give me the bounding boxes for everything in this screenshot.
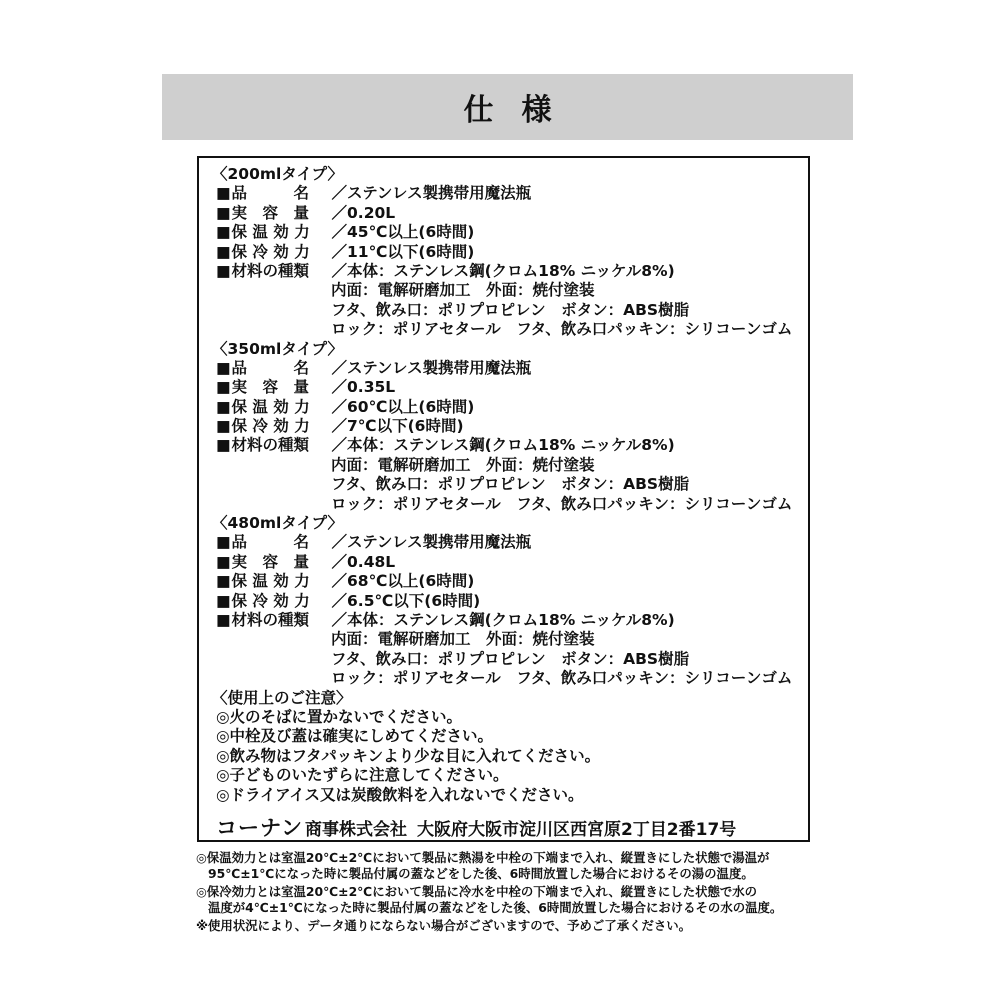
section-heading: 〈480mlタイプ〉 xyxy=(212,514,344,533)
spec-row: ■実 容 量 ／0.48L xyxy=(216,552,396,571)
page-title: 仕様 xyxy=(162,74,853,140)
row-label: 実 容 量 xyxy=(231,378,310,397)
spec-row: ■保 温 効 力 ／68℃以上(6時間) xyxy=(216,572,475,591)
row-value: 6.5℃以下(6時間) xyxy=(347,591,481,610)
row-value: 68℃以上(6時間) xyxy=(347,572,475,591)
spec-row: ■品 名 ／ステンレス製携帯用魔法瓶 xyxy=(216,533,532,552)
row-label: 品 名 xyxy=(231,533,310,552)
material-line: ロック：ポリアセタール フタ、飲み口パッキン：シリコーンゴム xyxy=(331,320,793,339)
spec-row: ■保 冷 効 力 ／11℃以下(6時間) xyxy=(216,242,475,261)
row-value: 0.20L xyxy=(347,203,396,222)
cautions-section xyxy=(212,688,806,805)
material-line: フタ、飲み口：ポリプロピレン ボタン：ABS樹脂 xyxy=(331,300,690,319)
row-label: 材料の種類 xyxy=(231,436,310,455)
row-value: 0.48L xyxy=(347,552,396,571)
company-logo: コーナン xyxy=(216,816,303,840)
material-line: フタ、飲み口：ポリプロピレン ボタン：ABS樹脂 xyxy=(331,475,690,494)
row-value: ステンレス製携帯用魔法瓶 xyxy=(347,533,532,552)
row-label: 保 温 効 力 xyxy=(231,397,310,416)
row-label: 材料の種類 xyxy=(231,610,310,629)
row-label: 品 名 xyxy=(231,184,310,203)
row-value: 本体：ステンレス鋼(クロム18% ニッケル8%) xyxy=(347,610,675,629)
spec-row: ■保 温 効 力 ／60℃以上(6時間) xyxy=(216,397,475,416)
section-480ml xyxy=(212,514,806,689)
row-label: 材料の種類 xyxy=(231,261,310,280)
row-label: 保 冷 効 力 xyxy=(231,591,310,610)
row-value: 本体：ステンレス鋼(クロム18% ニッケル8%) xyxy=(347,436,675,455)
spec-row: ■品 名 ／ステンレス製携帯用魔法瓶 xyxy=(216,358,532,377)
cautions-heading: 〈使用上のご注意〉 xyxy=(212,688,352,707)
spec-row: ■材料の種類 ／本体：ステンレス鋼(クロム18% ニッケル8%) xyxy=(216,261,675,280)
spec-row: ■材料の種類 ／本体：ステンレス鋼(クロム18% ニッケル8%) xyxy=(216,436,675,455)
caution-item: ◎火のそばに置かないでください。 xyxy=(216,707,463,726)
material-line: ロック：ポリアセタール フタ、飲み口パッキン：シリコーンゴム xyxy=(331,669,793,688)
row-value: 11℃以下(6時間) xyxy=(347,242,475,261)
row-label: 保 冷 効 力 xyxy=(231,242,310,261)
spec-row: ■実 容 量 ／0.20L xyxy=(216,203,396,222)
row-label: 保 温 効 力 xyxy=(231,223,310,242)
section-heading: 〈350mlタイプ〉 xyxy=(212,339,344,358)
row-label: 保 冷 効 力 xyxy=(231,417,310,436)
row-value: 60℃以上(6時間) xyxy=(347,397,475,416)
caution-item: ◎ドライアイス又は炭酸飲料を入れないでください。 xyxy=(216,785,584,804)
caution-item: ◎飲み物はフタパッキンより少な目に入れてください。 xyxy=(216,746,601,765)
company-info xyxy=(216,812,736,842)
footnote-heat: ◎保温効力とは室温20℃±2℃において製品に熱湯を中栓の下端まで入れ、縦置きにした状態で湯温が xyxy=(196,850,770,865)
section-200ml xyxy=(212,165,806,340)
row-label: 品 名 xyxy=(231,358,310,377)
footnote-heat-cont: 95℃±1℃になった時に製品付属の蓋などをした後、6時間放置した場合におけるその湯の温度。 xyxy=(208,865,754,881)
section-heading: 〈200mlタイプ〉 xyxy=(212,165,344,183)
footnote-cold: ◎保冷効力とは室温20℃±2℃において製品に冷水を中栓の下端まで入れ、縦置きにした状態で水の xyxy=(196,884,758,899)
material-line: 内面：電解研磨加工 外面：焼付塗装 xyxy=(331,281,595,300)
row-label: 保 温 効 力 xyxy=(231,572,310,591)
row-value: 0.35L xyxy=(347,378,396,397)
section-350ml xyxy=(212,339,806,515)
company-address: 大阪府大阪市淀川区西宮原2丁目2番17号 xyxy=(416,820,737,840)
row-value: 45℃以上(6時間) xyxy=(347,223,475,242)
material-line: 内面：電解研磨加工 外面：焼付塗装 xyxy=(331,455,595,474)
row-label: 実 容 量 xyxy=(231,552,310,571)
material-line: フタ、飲み口：ポリプロピレン ボタン：ABS樹脂 xyxy=(331,649,690,668)
material-line: 内面：電解研磨加工 外面：焼付塗装 xyxy=(331,630,595,649)
row-value: ステンレス製携帯用魔法瓶 xyxy=(347,184,532,203)
spec-content xyxy=(212,165,806,805)
spec-row: ■材料の種類 ／本体：ステンレス鋼(クロム18% ニッケル8%) xyxy=(216,610,675,629)
caution-item: ◎中栓及び蓋は確実にしめてください。 xyxy=(216,727,494,746)
footnote-usage: ※使用状況により、データ通りにならない場合がございますので、予めご了承ください。 xyxy=(196,918,692,933)
footnotes xyxy=(196,850,816,934)
spec-row: ■実 容 量 ／0.35L xyxy=(216,378,396,397)
company-name: 商事株式会社 xyxy=(304,820,407,840)
row-value: ステンレス製携帯用魔法瓶 xyxy=(347,358,532,377)
spec-row: ■品 名 ／ステンレス製携帯用魔法瓶 xyxy=(216,184,532,203)
spec-row: ■保 冷 効 力 ／7℃以下(6時間) xyxy=(216,417,464,436)
spec-row: ■保 冷 効 力 ／6.5℃以下(6時間) xyxy=(216,591,481,610)
caution-item: ◎子どものいたずらに注意してください。 xyxy=(216,766,509,785)
row-value: 7℃以下(6時間) xyxy=(347,417,464,436)
material-line: ロック：ポリアセタール フタ、飲み口パッキン：シリコーンゴム xyxy=(331,494,793,513)
spec-row: ■保 温 効 力 ／45℃以上(6時間) xyxy=(216,223,475,242)
row-value: 本体：ステンレス鋼(クロム18% ニッケル8%) xyxy=(347,261,675,280)
row-label: 実 容 量 xyxy=(231,203,310,222)
footnote-cold-cont: 温度が4℃±1℃になった時に製品付属の蓋などをした後、6時間放置した場合におけるその水の温度。 xyxy=(208,899,783,915)
